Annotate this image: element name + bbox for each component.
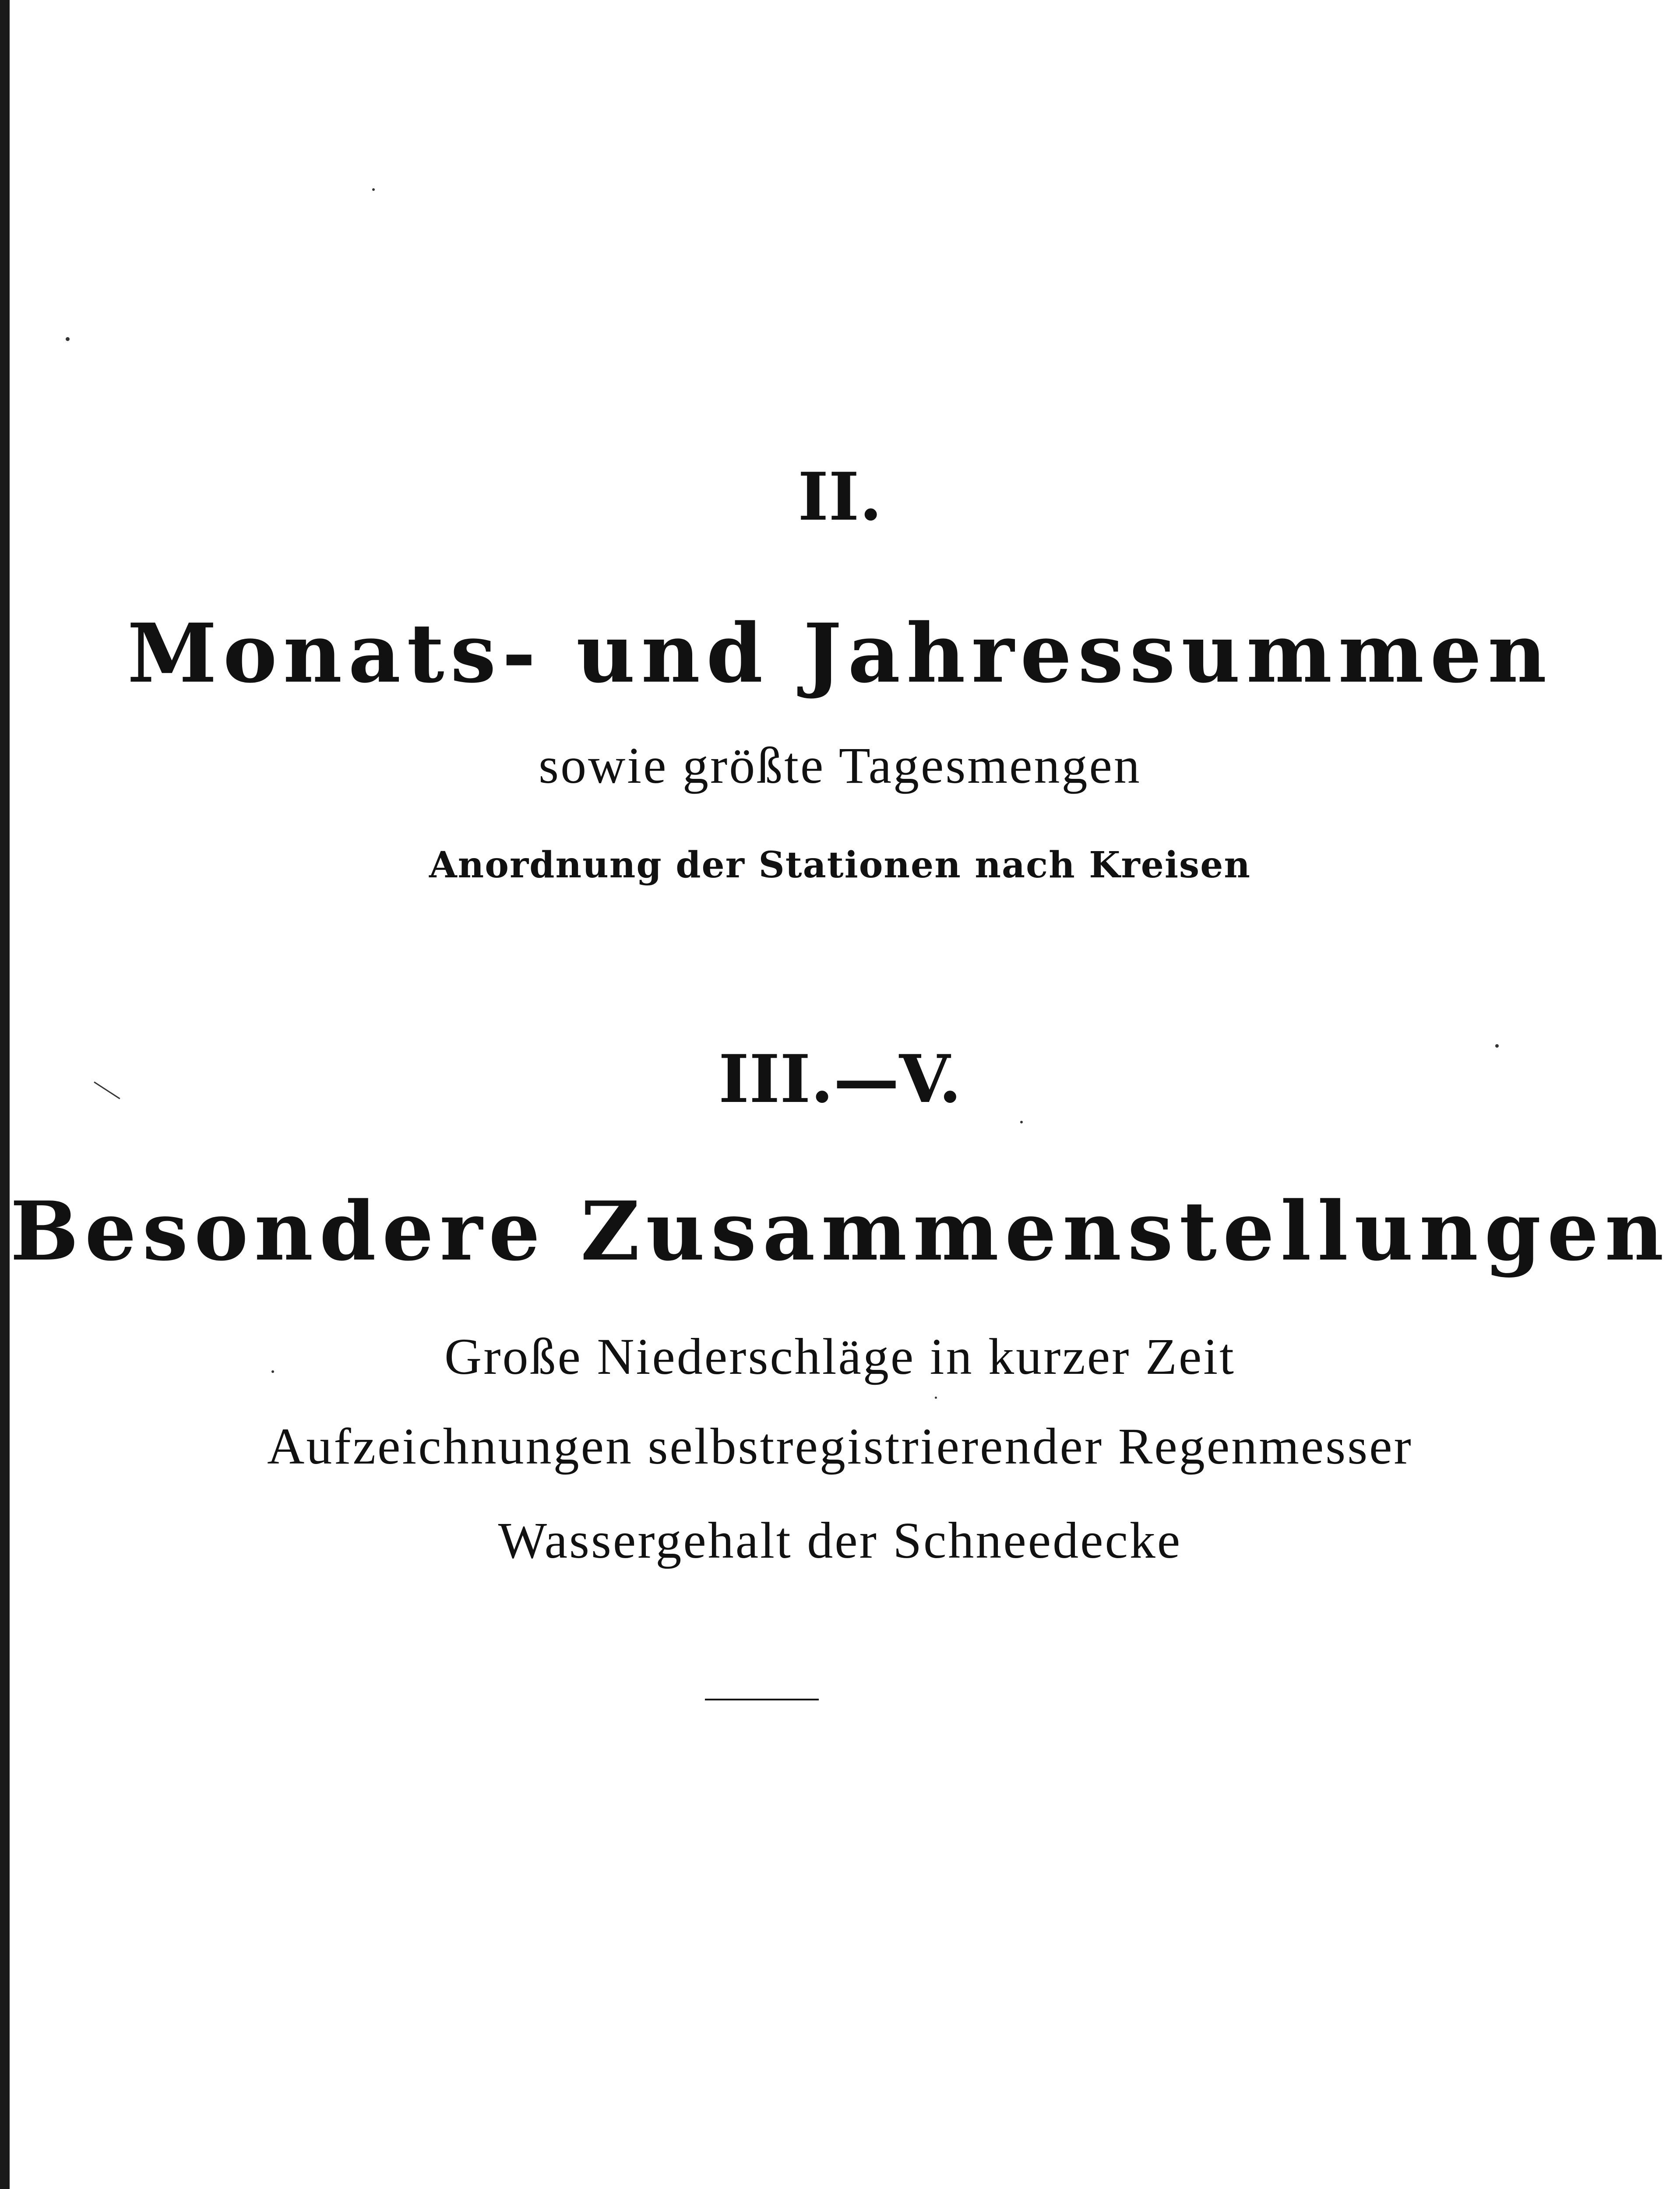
scan-speck [66,337,70,341]
section-iii-v-item: Aufzeichnungen selbstregistrierender Regenmesser [267,1418,1413,1475]
section-ii-note: Anordnung der Stationen nach Kreisen [429,844,1251,886]
section-ii-title: Monats- und Jahressummen [127,605,1553,701]
section-iii-v-item: Wassergehalt der Schneedecke [498,1512,1182,1569]
closing-rule [705,1699,819,1700]
section-iii-v-item: Große Niederschläge in kurzer Zeit [444,1328,1236,1385]
scan-speck [1495,1044,1499,1048]
scan-speck [271,1370,274,1373]
scan-speck [372,188,375,191]
section-ii-numeral: II. [798,458,882,535]
scan-speck [935,1397,937,1399]
section-iii-v-title: Besondere Zusammenstellungen [10,1183,1670,1279]
scan-speck [1020,1121,1023,1123]
section-ii-subtitle: sowie größte Tagesmengen [539,737,1141,794]
section-iii-v-numeral: III.—V. [718,1041,962,1118]
